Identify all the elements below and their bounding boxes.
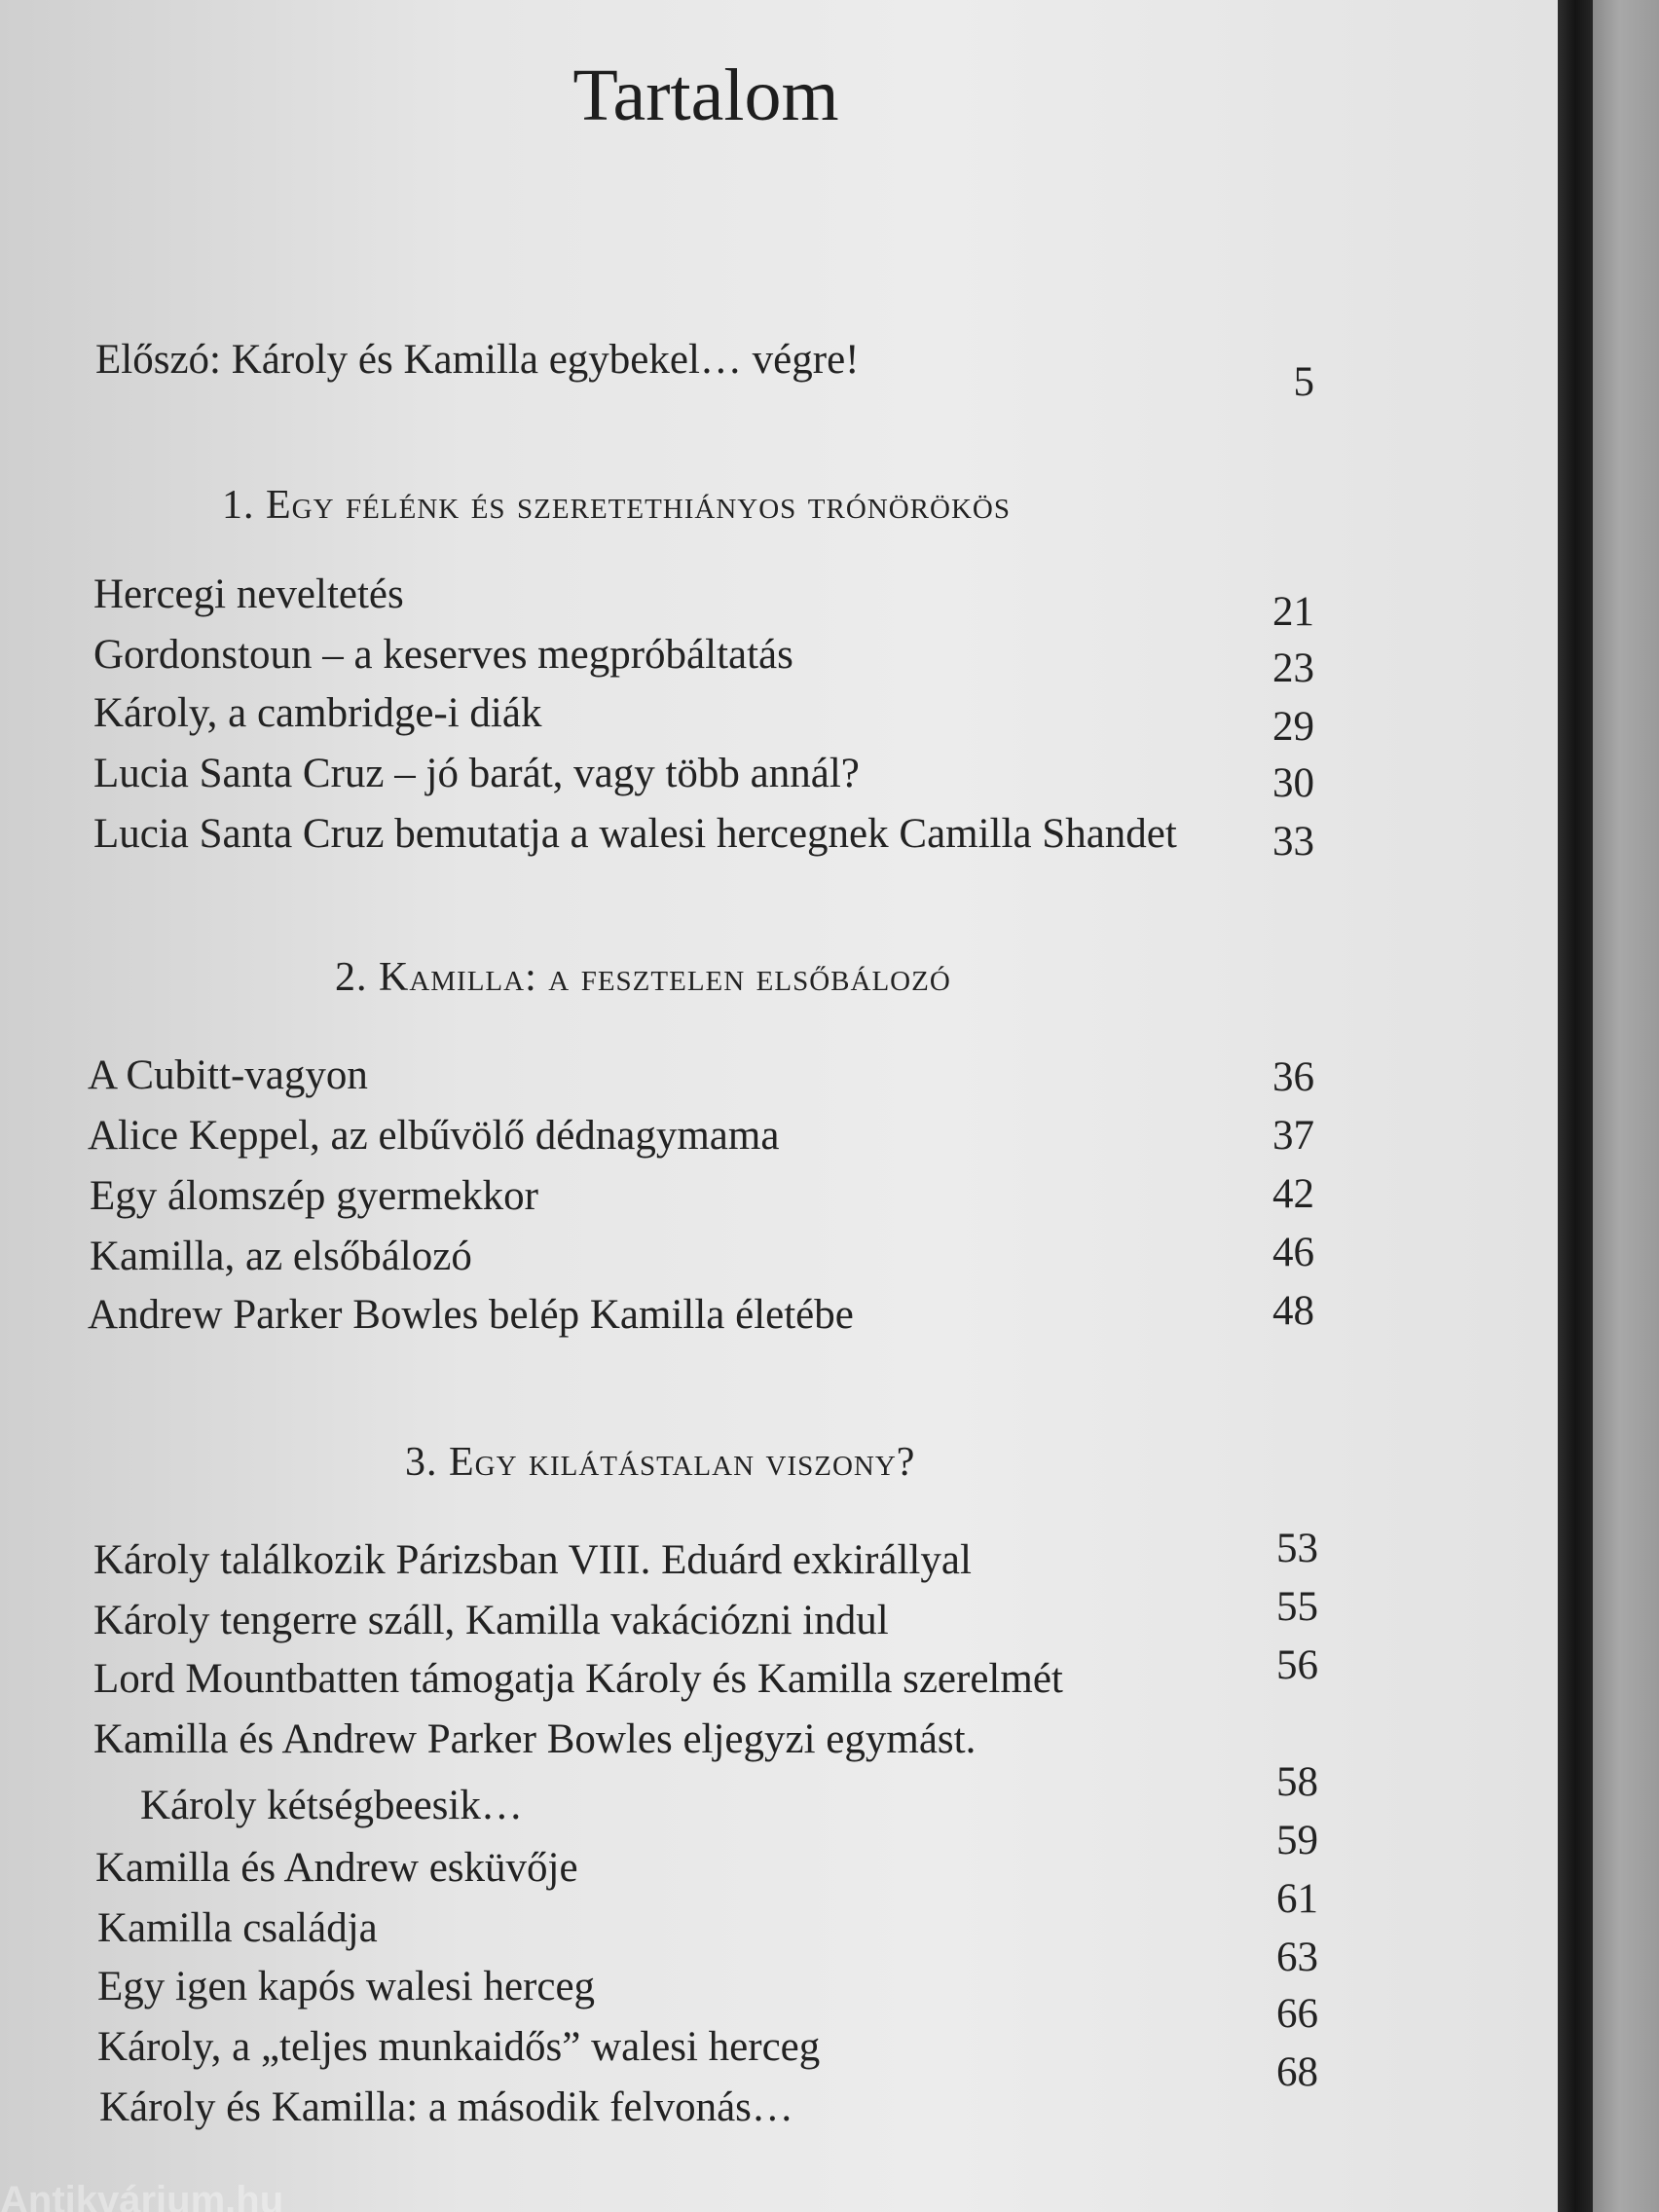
toc-page: 58 xyxy=(1276,1759,1318,1805)
toc-entry: Lord Mountbatten támogatja Károly és Kamilla szerelmét xyxy=(93,1656,1063,1702)
toc-entry: Lucia Santa Cruz bemutatja a walesi hercegnek Camilla Shandet xyxy=(93,811,1177,857)
toc-entry: Károly és Kamilla: a második felvonás… xyxy=(99,2084,793,2130)
toc-entry: Gordonstoun – a keserves megpróbáltatás xyxy=(93,632,793,678)
toc-page: 61 xyxy=(1276,1876,1318,1922)
toc-entry: A Cubitt-vagyon xyxy=(88,1052,368,1098)
toc-entry: Egy álomszép gyermekkor xyxy=(90,1173,538,1219)
toc-entry-preface: Előszó: Károly és Kamilla egybekel… végre! xyxy=(95,337,860,383)
toc-page: 29 xyxy=(1272,704,1314,750)
toc-entry: Károly, a cambridge-i diák xyxy=(93,690,542,736)
toc-entry: Károly tengerre száll, Kamilla vakációzni indul xyxy=(93,1598,889,1643)
toc-entry: Károly, a „teljes munkaidős” walesi herceg xyxy=(97,2024,821,2070)
page-title: Tartalom xyxy=(572,55,839,136)
toc-entry: Andrew Parker Bowles belép Kamilla életébe xyxy=(88,1292,854,1338)
toc-entry: Kamilla és Andrew Parker Bowles eljegyzi egymást. xyxy=(93,1716,977,1762)
toc-page: 36 xyxy=(1272,1054,1314,1100)
watermark: Antikvárium.hu xyxy=(0,2179,284,2212)
section-heading-1: 1. Egy félénk és szeretethiányos trónörökös xyxy=(222,483,1011,528)
toc-page: 56 xyxy=(1276,1642,1318,1688)
toc-entry: Alice Keppel, az elbűvölő dédnagymama xyxy=(88,1113,780,1159)
toc-page: 68 xyxy=(1276,2049,1318,2095)
toc-page: 23 xyxy=(1272,645,1314,691)
toc-page: 42 xyxy=(1272,1171,1314,1217)
toc-entry: Kamilla és Andrew esküvője xyxy=(95,1845,578,1891)
toc-entry: Lucia Santa Cruz – jó barát, vagy több annál? xyxy=(93,751,860,796)
toc-page: 53 xyxy=(1276,1526,1318,1571)
background-strip xyxy=(1593,0,1659,2212)
toc-page: 33 xyxy=(1272,819,1314,865)
section-heading-2: 2. Kamilla: a fesztelen elsőbálozó xyxy=(335,955,951,1000)
toc-entry: Kamilla, az elsőbálozó xyxy=(90,1234,472,1279)
toc-page: 21 xyxy=(1272,589,1314,635)
toc-entry: Kamilla családja xyxy=(97,1905,378,1951)
toc-page: 66 xyxy=(1276,1991,1318,2037)
toc-entry: Egy igen kapós walesi herceg xyxy=(97,1964,596,2009)
toc-page: 63 xyxy=(1276,1935,1318,1980)
toc-page: 59 xyxy=(1276,1818,1318,1863)
toc-page: 30 xyxy=(1272,760,1314,806)
toc-entry: Hercegi neveltetés xyxy=(93,571,404,617)
toc-entry-continued: Károly kétségbeesik… xyxy=(140,1783,523,1828)
toc-page: 37 xyxy=(1272,1113,1314,1159)
toc-page: 46 xyxy=(1272,1230,1314,1275)
toc-page-preface: 5 xyxy=(1293,359,1314,405)
section-heading-3: 3. Egy kilátástalan viszony? xyxy=(405,1440,916,1485)
toc-page: 55 xyxy=(1276,1584,1318,1630)
book-spine-edge xyxy=(1558,0,1593,2212)
toc-page: 48 xyxy=(1272,1288,1314,1334)
toc-entry: Károly találkozik Párizsban VIII. Eduárd exkirállyal xyxy=(93,1537,972,1583)
